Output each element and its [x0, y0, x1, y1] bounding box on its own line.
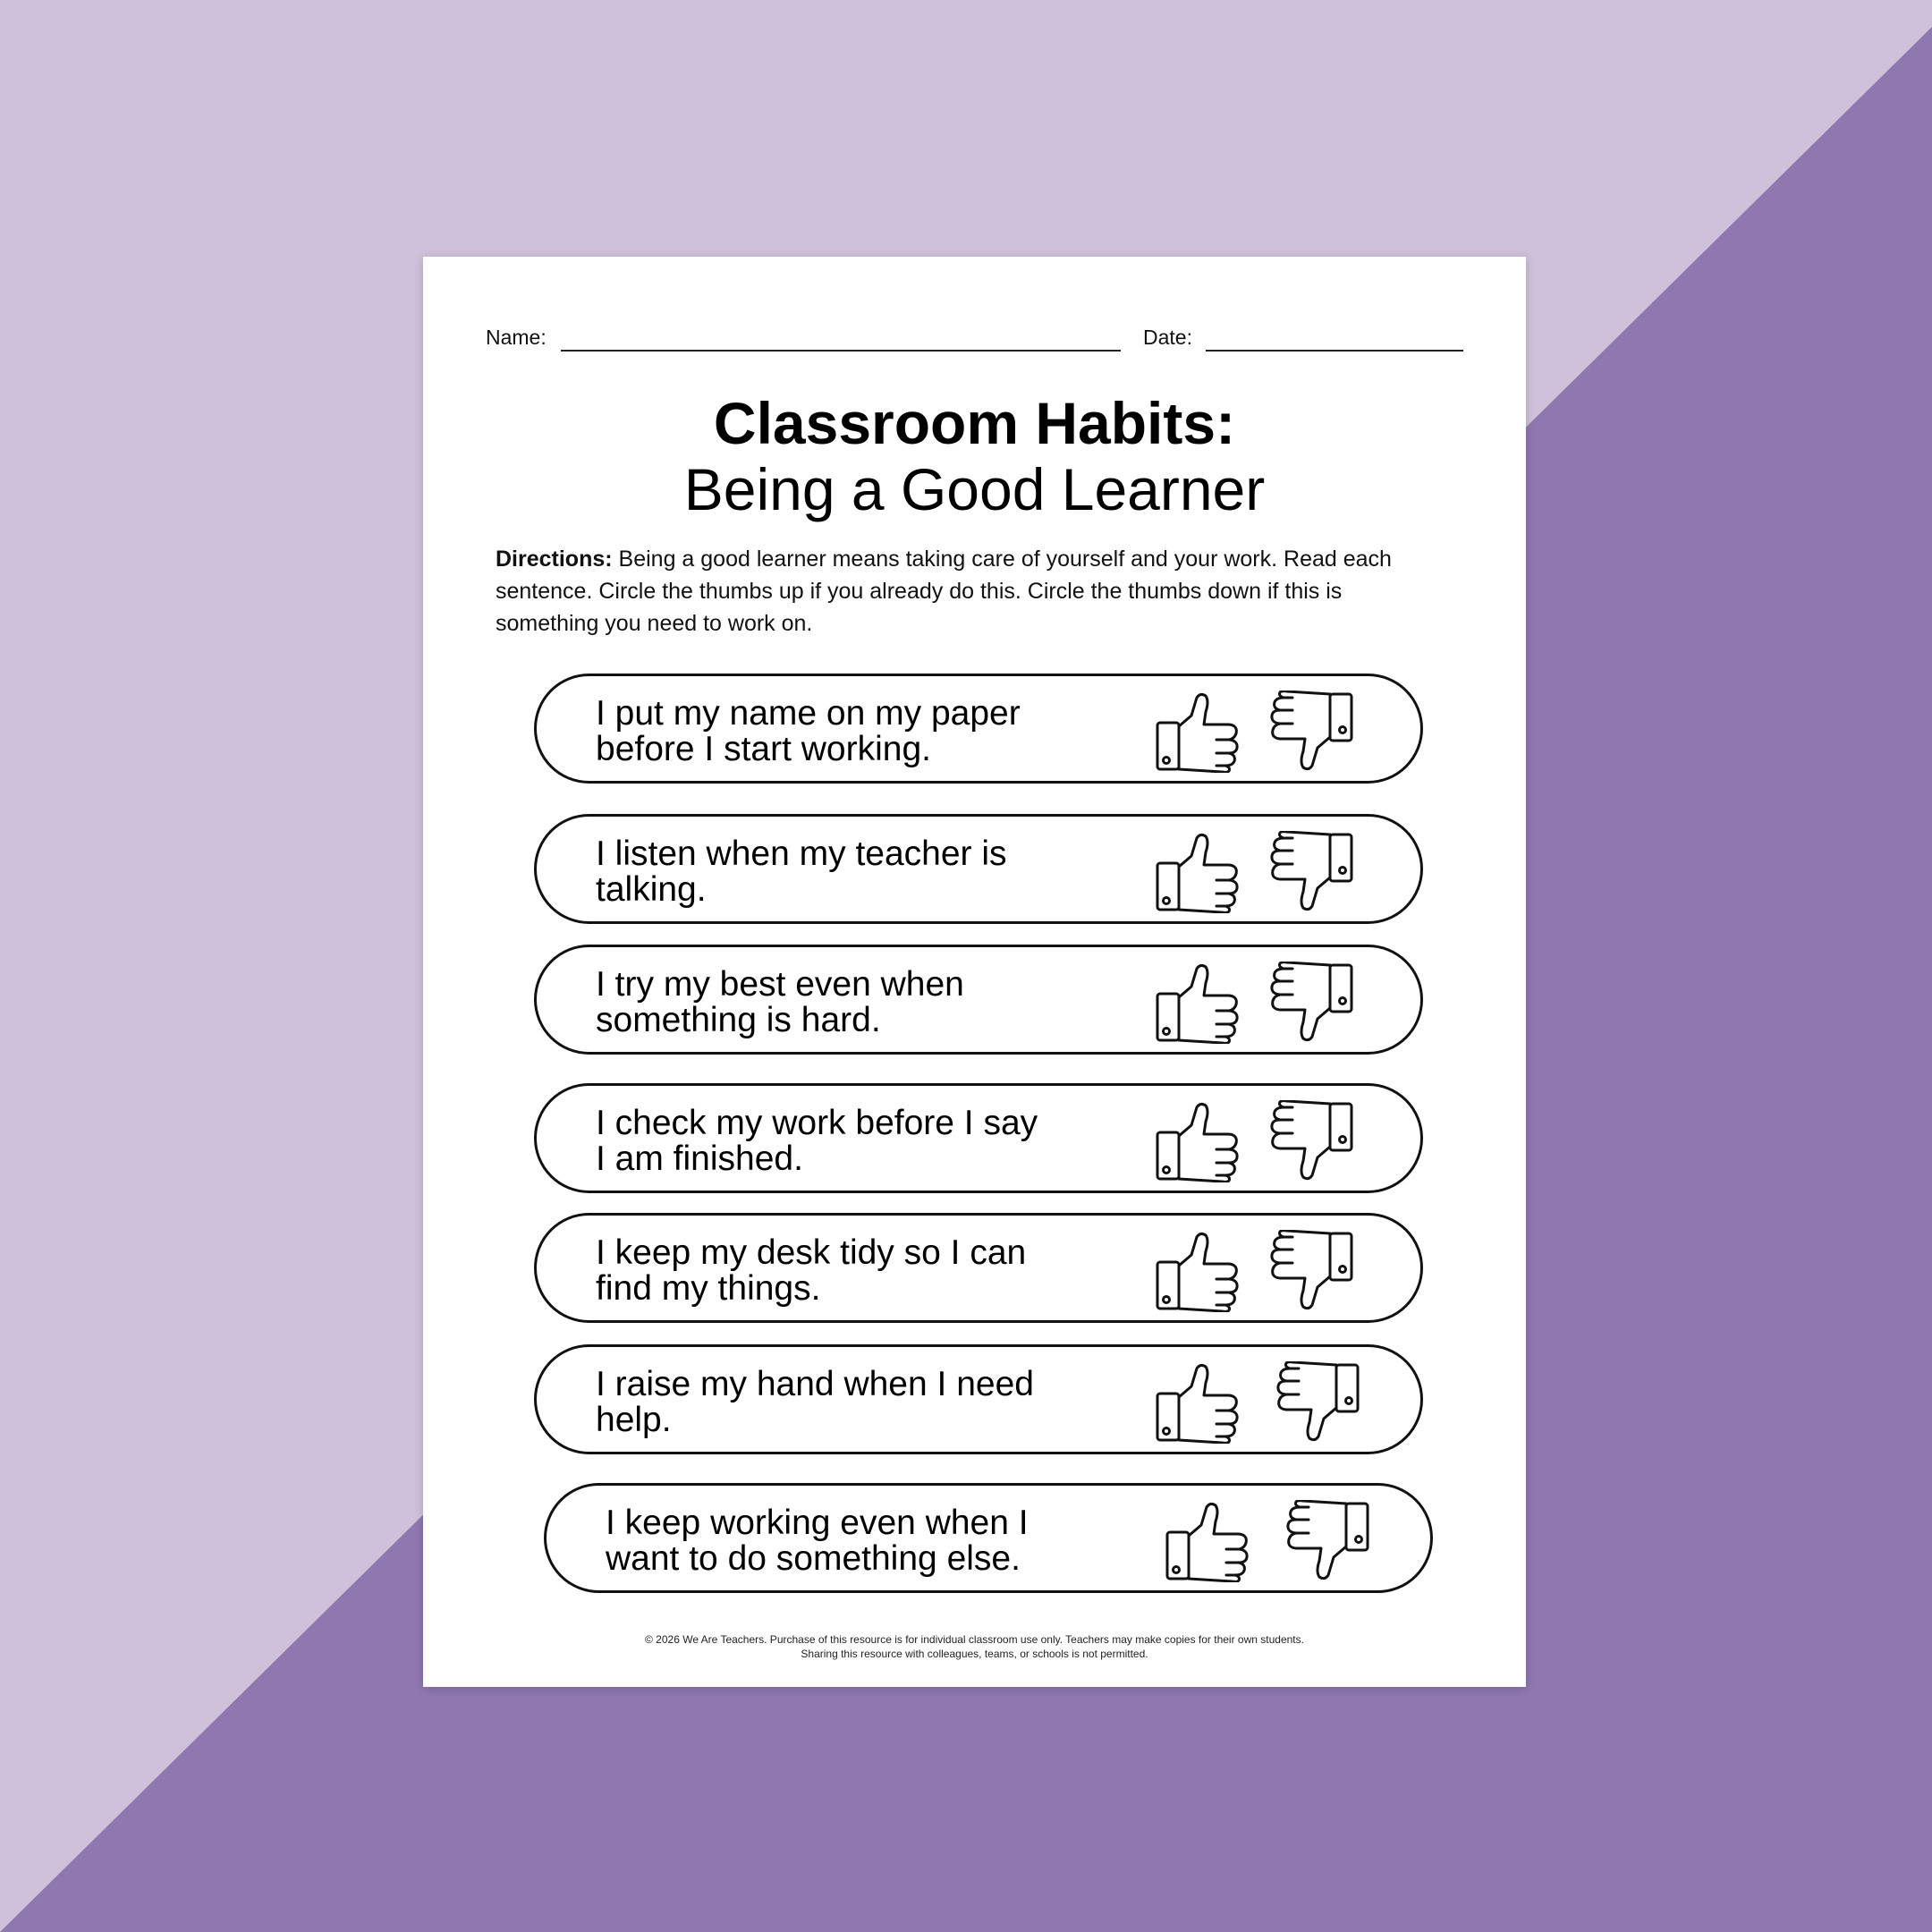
thumbs-down-icon[interactable]: [1266, 1230, 1355, 1312]
habit-item: [534, 674, 1423, 784]
footer-line-1: © 2026 We Are Teachers. Purchase of this resource is for individual classroom use only. Teachers may make copies for their own students.: [645, 1633, 1304, 1646]
worksheet-page: [423, 257, 1526, 1687]
thumbs-up-icon[interactable]: [1154, 1230, 1243, 1312]
habit-text-line-2: find my things.: [596, 1269, 821, 1308]
habit-item: [534, 1213, 1423, 1323]
habit-text-line-2: want to do something else.: [606, 1539, 1021, 1578]
directions: [496, 543, 1444, 640]
worksheet-title: Classroom Habits:: [713, 390, 1236, 456]
thumbs-up-icon[interactable]: [1154, 831, 1243, 913]
habit-text: [596, 1235, 1097, 1307]
habit-item: [534, 945, 1423, 1055]
habit-item: [534, 1083, 1423, 1193]
habit-text-line-1: I raise my hand when I need: [596, 1365, 1034, 1403]
habit-text: [596, 696, 1097, 767]
habit-text: [596, 1106, 1097, 1177]
thumbs-up-icon[interactable]: [1154, 962, 1243, 1044]
date-line[interactable]: [1206, 350, 1463, 352]
habit-text-line-1: I keep my desk tidy so I can: [596, 1233, 1027, 1272]
habit-item: [544, 1483, 1433, 1593]
name-line[interactable]: [561, 350, 1121, 352]
thumbs-down-icon[interactable]: [1266, 691, 1355, 773]
habit-item: [534, 1344, 1423, 1454]
directions-label: Directions:: [496, 547, 613, 572]
directions-text: Being a good learner means taking care of yourself and your work. Read each sentence. Circle the thumbs up if you already do this. Circle the thumbs down if this is something you need to work on.: [496, 547, 1392, 636]
habit-text: [606, 1505, 1106, 1577]
habit-text-line-2: talking.: [596, 870, 707, 909]
habit-text-line-1: I check my work before I say: [596, 1104, 1038, 1142]
name-label: Name:: [486, 326, 547, 349]
habit-text-line-2: before I start working.: [596, 730, 931, 768]
thumbs-up-icon[interactable]: [1154, 1100, 1243, 1182]
habit-text-line-1: I keep working even when I: [606, 1504, 1029, 1542]
footer-line-2: Sharing this resource with colleagues, teams, or schools is not permitted.: [801, 1648, 1148, 1660]
thumbs-up-icon[interactable]: [1154, 1361, 1243, 1444]
habit-text-line-1: I put my name on my paper: [596, 694, 1021, 733]
thumbs-down-icon[interactable]: [1266, 1100, 1355, 1182]
habit-text-line-2: help.: [596, 1401, 672, 1439]
habit-text-line-1: I listen when my teacher is: [596, 835, 1007, 873]
habit-text-line-2: something is hard.: [596, 1001, 881, 1039]
thumbs-down-icon[interactable]: [1282, 1500, 1371, 1582]
thumbs-down-icon[interactable]: [1272, 1361, 1361, 1444]
copyright-footer: [423, 1632, 1526, 1661]
thumbs-up-icon[interactable]: [1154, 691, 1243, 773]
name-date-row: [486, 325, 1463, 360]
habit-item: [534, 814, 1423, 924]
thumbs-down-icon[interactable]: [1266, 962, 1355, 1044]
habit-text: [596, 836, 1097, 908]
date-label: Date:: [1143, 326, 1192, 349]
habit-text-line-2: I am finished.: [596, 1140, 803, 1178]
habit-text-line-1: I try my best even when: [596, 965, 964, 1004]
habit-text: [596, 1367, 1097, 1438]
habit-text: [596, 967, 1097, 1038]
thumbs-down-icon[interactable]: [1266, 831, 1355, 913]
worksheet-subtitle: Being a Good Learner: [683, 456, 1266, 522]
thumbs-up-icon[interactable]: [1164, 1500, 1253, 1582]
